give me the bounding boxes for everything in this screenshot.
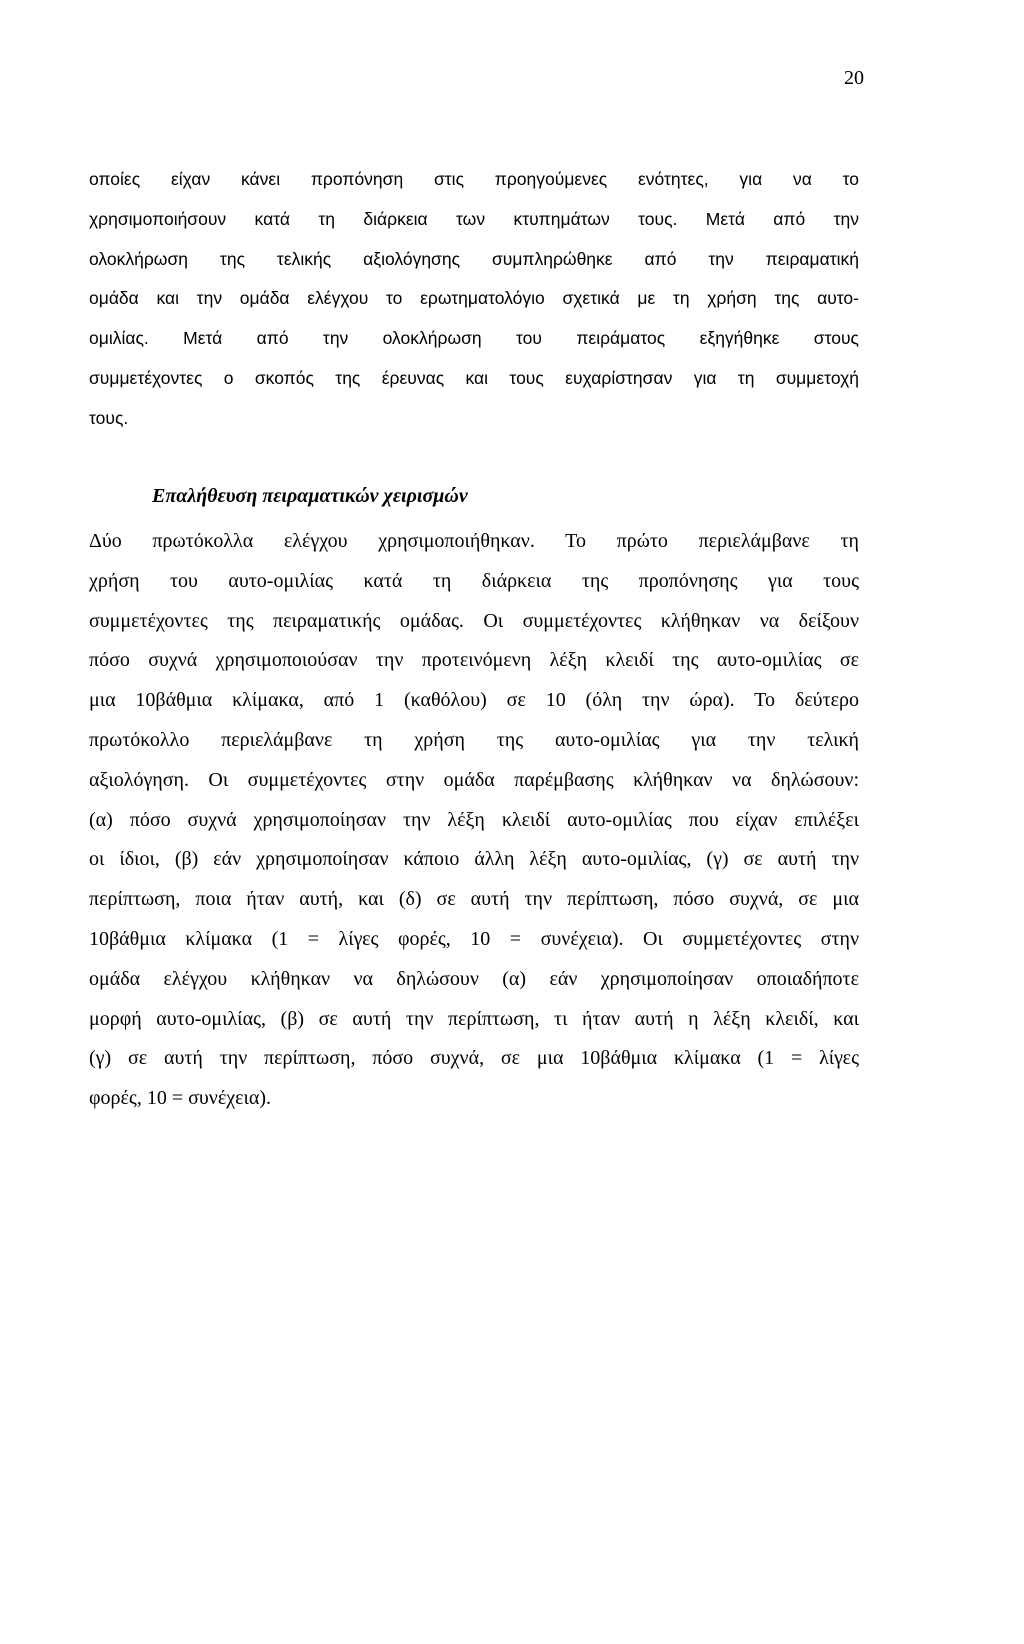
page-number: 20 (844, 67, 864, 89)
paragraph-line: ομιλίας. Μετά από την ολοκλήρωση του πειράματος εξηγήθηκε στους (89, 328, 859, 349)
paragraph-line: μορφή αυτο-ομιλίας, (β) σε αυτή την περίπτωση, τι ήταν αυτή η λέξη κλειδί, και (89, 1007, 859, 1030)
paragraph-line: χρήση του αυτο-ομιλίας κατά τη διάρκεια της προπόνησης για τους (89, 569, 859, 592)
paragraph-line: αξιολόγηση. Οι συμμετέχοντες στην ομάδα παρέμβασης κλήθηκαν να δηλώσουν: (89, 768, 859, 791)
paragraph-line: (α) πόσο συχνά χρησιμοποίησαν την λέξη κλειδί αυτο-ομιλίας που είχαν επιλέξει (89, 808, 859, 831)
paragraph-line: πόσο συχνά χρησιμοποιούσαν την προτεινόμενη λέξη κλειδί της αυτο-ομιλίας σε (89, 649, 859, 672)
paragraph-line: (γ) σε αυτή την περίπτωση, πόσο συχνά, σε μια 10βάθμια κλίμακα (1 = λίγες (89, 1047, 859, 1070)
paragraph-line: 10βάθμια κλίμακα (1 = λίγες φορές, 10 = συνέχεια). Οι συμμετέχοντες στην (89, 927, 859, 950)
paragraph-line: ομάδα ελέγχου κλήθηκαν να δηλώσουν (α) εάν χρησιμοποίησαν οποιαδήποτε (89, 967, 859, 990)
paragraph-line: ομάδα και την ομάδα ελέγχου το ερωτηματολόγιο σχετικά με τη χρήση της αυτο- (89, 288, 859, 309)
section-heading: Επαλήθευση πειραματικών χειρισμών (152, 485, 468, 507)
paragraph-manipulation-check (89, 522, 859, 1119)
paragraph-line: Δύο πρωτόκολλα ελέγχου χρησιμοποιήθηκαν. Το πρώτο περιελάμβανε τη (89, 530, 859, 552)
paragraph-line: περίπτωση, ποια ήταν αυτή, και (δ) σε αυτή την περίπτωση, πόσο συχνά, σε μια (89, 888, 859, 911)
paragraph-procedure (89, 160, 859, 439)
paragraph-line: χρησιμοποιήσουν κατά τη διάρκεια των κτυπημάτων τους. Μετά από την (89, 208, 859, 229)
paragraph-line: συμμετέχοντες της πειραματικής ομάδας. Οι συμμετέχοντες κλήθηκαν να δείξουν (89, 609, 859, 632)
paragraph-line: μια 10βάθμια κλίμακα, από 1 (καθόλου) σε 10 (όλη την ώρα). Το δεύτερο (89, 689, 859, 712)
paragraph-line: ολοκλήρωση της τελικής αξιολόγησης συμπληρώθηκε από την πειραματική (89, 248, 859, 269)
paragraph-line: οποίες είχαν κάνει προπόνηση στις προηγούμενες ενότητες, για να το (89, 169, 859, 189)
paragraph-line: πρωτόκολλο περιελάμβανε τη χρήση της αυτο-ομιλίας για την τελική (89, 728, 859, 751)
paragraph-line: συμμετέχοντες ο σκοπός της έρευνας και τους ευχαρίστησαν για τη συμμετοχή (89, 367, 859, 388)
paragraph-line: φορές, 10 = συνέχεια). (89, 1087, 272, 1110)
paragraph-line: οι ίδιοι, (β) εάν χρησιμοποίησαν κάποιο άλλη λέξη αυτο-ομιλίας, (γ) σε αυτή την (89, 848, 859, 871)
paragraph-line: τους. (89, 407, 129, 428)
